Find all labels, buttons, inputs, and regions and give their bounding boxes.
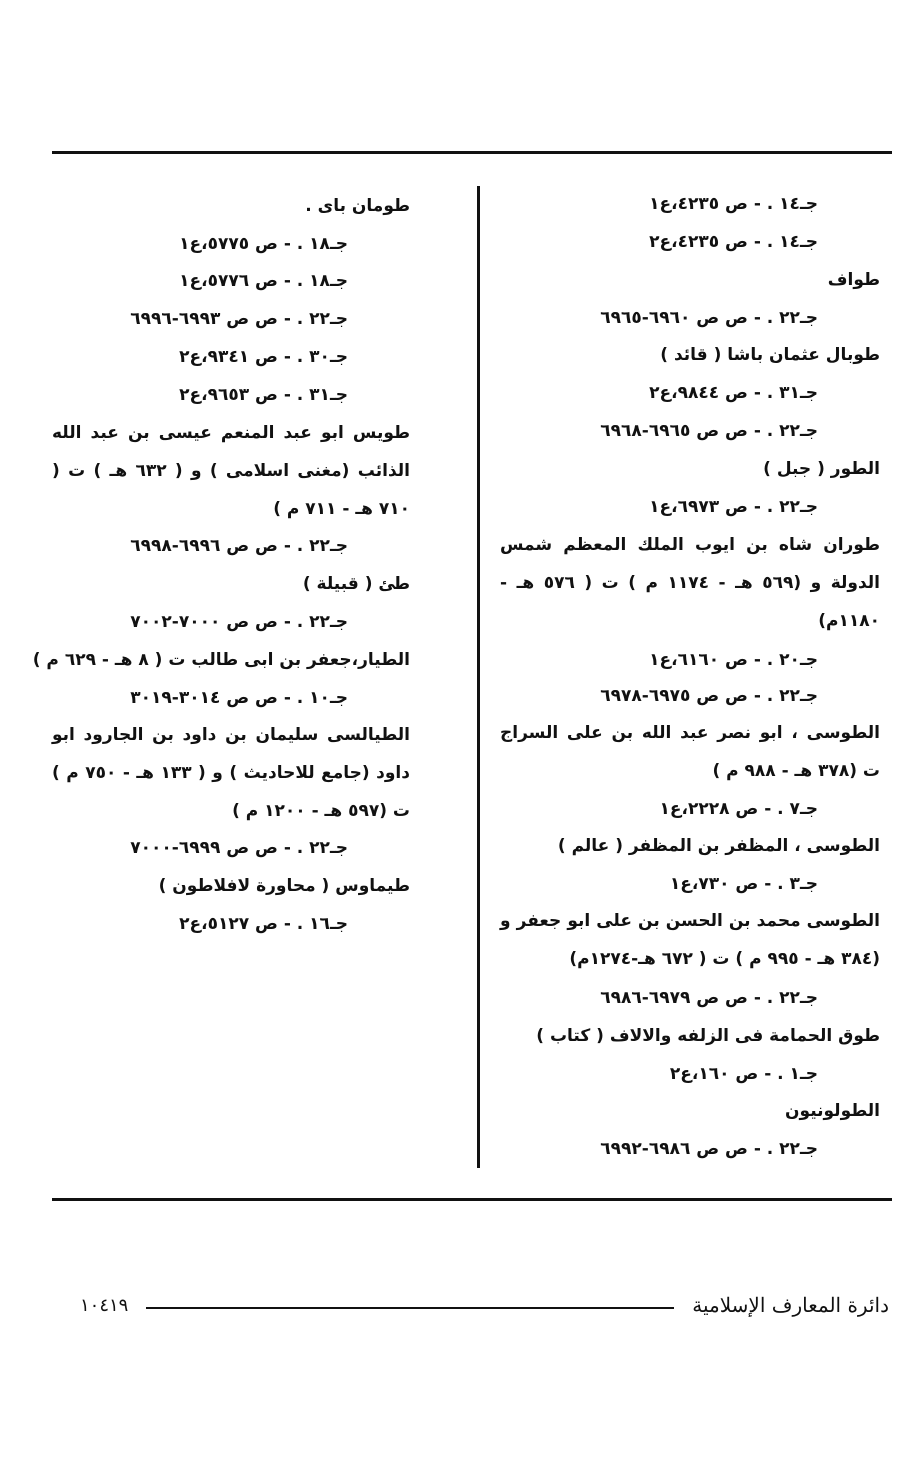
index-heading: الطولونيون	[785, 1101, 880, 1121]
index-heading: الطوسى ، المظفر بن المظفر ( عالم )	[557, 836, 880, 856]
index-heading: طيماوس ( محاورة لافلاطون )	[158, 876, 410, 896]
index-ref: جـ٣١ . - ص ٩٦٥٣،ع٢	[179, 385, 348, 405]
index-ref: جـ١٨ . - ص ٥٧٧٦،ع١	[179, 271, 348, 291]
index-ref: جـ١٤ . - ص ٤٢٣٥،ع١	[649, 194, 818, 214]
index-ref: جـ١٦ . - ص ٥١٢٧،ع٢	[179, 914, 348, 934]
index-ref: جـ٢٢ . - ص ص ٦٩٦٥-٦٩٦٨	[600, 421, 818, 441]
top-rule	[52, 151, 892, 154]
index-ref: جـ٢٢ . - ص ص ٦٩٩٦-٦٩٩٨	[130, 536, 348, 556]
index-heading: طوق الحمامة فى الزلفه والالاف ( كتاب )	[536, 1026, 880, 1046]
bottom-rule	[52, 1198, 892, 1201]
index-ref: جـ١ . - ص ١٦٠،ع٢	[669, 1064, 818, 1084]
index-ref: جـ٢٢ . - ص ص ٦٩٧٩-٦٩٨٦	[600, 988, 818, 1008]
footer-title: دائرة المعارف الإسلامية	[692, 1293, 889, 1317]
index-heading: طواف	[827, 270, 880, 290]
footer-rule	[146, 1307, 674, 1309]
index-ref: جـ٢٢ . - ص ص ٦٩٨٦-٦٩٩٢	[600, 1139, 818, 1159]
index-heading: طوران شاه بن ايوب الملك المعظم شمس الدولة و (٥٦٩ هـ - ١١٧٤ م ) ت ( ٥٧٦ هـ - ١١٨٠م)	[500, 535, 880, 631]
index-ref: جـ٢٢ . - ص ٦٩٧٣،ع١	[649, 497, 818, 517]
index-heading: الطوسى محمد بن الحسن بن على ابو جعفر و (٣٨٤ هـ - ٩٩٥ م ) ت ( ٦٧٢ هـ-١٢٧٤م)	[500, 911, 880, 969]
index-heading: طوبال عثمان باشا ( قائد )	[660, 345, 880, 365]
index-ref: جـ٢٠ . - ص ٦١٦٠،ع١	[649, 650, 818, 670]
index-ref: جـ٣٠ . - ص ٩٣٤١،ع٢	[179, 347, 348, 367]
page-number: ١٠٤١٩	[80, 1295, 129, 1316]
index-heading: الطور ( جبل )	[763, 459, 880, 479]
column-divider	[477, 186, 480, 1168]
index-ref: جـ٢٢ . - ص ص ٦٩٩٣-٦٩٩٦	[130, 309, 348, 329]
index-ref: جـ٢٢ . - ص ص ٦٩٧٥-٦٩٧٨	[600, 686, 818, 706]
index-heading: الطيالسى سليمان بن داود بن الجارود ابو داود (جامع للاحاديث ) و ( ١٣٣ هـ - ٧٥٠ م ) ت (٥٩٧ هـ - ١٢٠٠ م )	[52, 725, 410, 821]
index-ref: جـ١٤ . - ص ٤٢٣٥،ع٢	[649, 232, 818, 252]
index-ref: جـ٢٢ . - ص ص ٦٩٩٩-٧٠٠٠	[130, 838, 348, 858]
index-ref: جـ٢٢ . - ص ص ٧٠٠٠-٧٠٠٢	[130, 612, 348, 632]
index-heading: طومان باى .	[305, 196, 410, 216]
index-ref: جـ١٠ . - ص ص ٣٠١٤-٣٠١٩	[130, 688, 348, 708]
index-heading: طويس ابو عبد المنعم عيسى بن عبد الله الذائب (مغنى اسلامى ) و ( ٦٣٢ هـ ) ت ( ٧١٠ هـ - ٧١١ م )	[52, 423, 410, 519]
index-ref: جـ٣ . - ص ٧٣٠،ع١	[669, 874, 818, 894]
index-heading: الطوسى ، ابو نصر عبد الله بن على السراج ت (٣٧٨ هـ - ٩٨٨ م )	[500, 723, 880, 781]
index-ref: جـ٧ . - ص ٢٢٢٨،ع١	[659, 799, 818, 819]
index-ref: جـ٣١ . - ص ٩٨٤٤،ع٢	[649, 383, 818, 403]
index-heading: الطيار،جعفر بن ابى طالب ت ( ٨ هـ - ٦٢٩ م )	[32, 650, 410, 670]
index-heading: طئ ( قبيلة )	[302, 574, 410, 594]
index-ref: جـ٢٢ . - ص ص ٦٩٦٠-٦٩٦٥	[600, 308, 818, 328]
index-ref: جـ١٨ . - ص ٥٧٧٥،ع١	[179, 234, 348, 254]
